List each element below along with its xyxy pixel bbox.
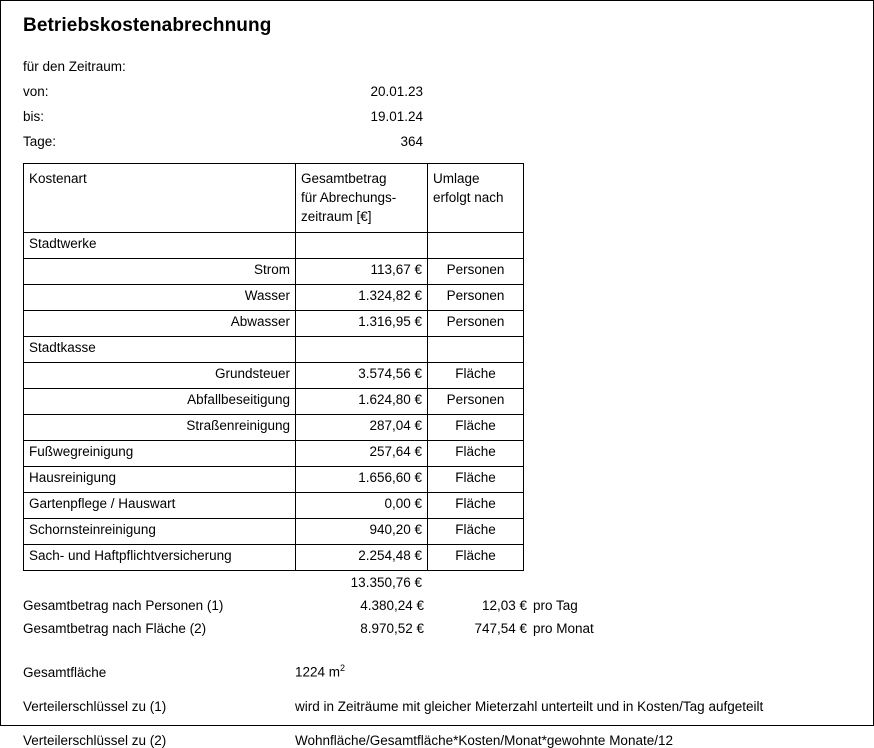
table-row [24,259,524,285]
period-row-tage [21,134,857,149]
row-basis: Personen [428,389,524,415]
row-basis: Fläche [428,545,524,571]
row-label: Strom [24,259,296,285]
distribution-key-1-text: wird in Zeiträume mit gleicher Mieterzahl unterteilt und in Kosten/Tag aufgeteilt [295,698,764,714]
table-row [24,337,524,363]
table-row [24,493,524,519]
row-label: Stadtkasse [24,337,296,363]
total-surface-row [21,663,857,680]
period-section [21,59,857,149]
cost-table-body [24,233,524,571]
distribution-key-2-text: Wohnfläche/Gesamtfläche*Kosten/Monat*gewohnte Monate/12 [295,732,673,748]
column-header-umlage-line1: Umlage [433,171,480,186]
total-persons-rate: 12,03 € [481,598,527,614]
distribution-key-1-label: Verteilerschlüssel zu (1) [23,698,167,714]
table-row [24,311,524,337]
total-area-row [21,621,857,636]
table-header-row [24,164,524,233]
column-header-gesamtbetrag-line3: zeitraum [€] [301,209,372,225]
grand-total-value: 13.350,76 € [350,575,422,591]
row-label: Straßenreinigung [24,415,296,441]
row-label: Stadtwerke [24,233,296,259]
table-row [24,441,524,467]
row-amount: 1.656,60 € [296,467,428,493]
row-amount: 1.624,80 € [296,389,428,415]
table-row [24,233,524,259]
row-basis: Fläche [428,441,524,467]
total-surface-label: Gesamtfläche [23,664,107,680]
row-amount: 3.574,56 € [296,363,428,389]
row-amount: 0,00 € [296,493,428,519]
table-row [24,467,524,493]
row-amount: 940,20 € [296,519,428,545]
row-basis: Personen [428,259,524,285]
grand-total-row [21,575,857,590]
table-row [24,415,524,441]
row-basis [428,337,524,363]
row-basis: Fläche [428,467,524,493]
page-title: Betriebskostenabrechnung [23,15,272,36]
total-persons-rate-unit: pro Tag [533,598,578,614]
total-area-rate: 747,54 € [474,621,527,637]
row-amount [296,337,428,363]
table-row [24,363,524,389]
distribution-key-2-label: Verteilerschlüssel zu (2) [23,732,167,748]
column-header-gesamtbetrag-line1: Gesamtbetrag [301,171,387,186]
cost-table-head [24,164,524,233]
row-label: Sach- und Haftpflichtversicherung [24,545,296,571]
period-label-tage: Tage: [23,134,57,149]
row-basis: Personen [428,285,524,311]
column-header-gesamtbetrag-line2: für Abrechungs- [301,190,397,206]
period-row-von [21,84,857,99]
document-body [21,11,857,748]
row-label: Gartenpflege / Hauswart [24,493,296,519]
row-amount [296,233,428,259]
row-amount: 287,04 € [296,415,428,441]
period-label-von: von: [23,84,49,99]
row-amount: 113,67 € [296,259,428,285]
table-row [24,285,524,311]
table-row [24,389,524,415]
row-basis: Fläche [428,363,524,389]
total-persons-label: Gesamtbetrag nach Personen (1) [23,598,224,614]
period-row-bis [21,109,857,124]
period-heading: für den Zeitraum: [23,59,126,74]
period-value-von: 20.01.23 [370,84,423,99]
row-amount: 2.254,48 € [296,545,428,571]
row-basis: Fläche [428,493,524,519]
total-surface-value-group [295,663,345,680]
row-label: Schornsteinreinigung [24,519,296,545]
row-label: Abfallbeseitigung [24,389,296,415]
row-basis: Fläche [428,415,524,441]
period-value-tage: 364 [400,134,423,149]
column-header-gesamtbetrag [296,164,428,233]
total-persons-value: 4.380,24 € [360,598,424,614]
cost-table [23,163,524,571]
table-row [24,519,524,545]
row-label: Abwasser [24,311,296,337]
row-amount: 1.316,95 € [296,311,428,337]
total-persons-row [21,598,857,613]
total-surface-value: 1224 m [295,664,341,680]
table-row [24,545,524,571]
period-value-bis: 19.01.24 [370,109,423,124]
row-amount: 1.324,82 € [296,285,428,311]
totals-section [21,575,857,636]
total-area-label: Gesamtbetrag nach Fläche (2) [23,621,207,637]
total-surface-exponent: 2 [340,663,346,674]
row-basis: Fläche [428,519,524,545]
row-basis: Personen [428,311,524,337]
column-header-kostenart: Kostenart [24,164,296,233]
distribution-key-1-row [21,699,857,714]
row-label: Fußwegreinigung [24,441,296,467]
row-amount: 257,64 € [296,441,428,467]
row-label: Grundsteuer [24,363,296,389]
column-header-umlage [428,164,524,233]
column-header-umlage-line2: erfolgt nach [433,190,504,206]
row-label: Wasser [24,285,296,311]
row-basis [428,233,524,259]
row-label: Hausreinigung [24,467,296,493]
distribution-key-2-row [21,733,857,748]
period-label-bis: bis: [23,109,45,124]
total-area-value: 8.970,52 € [360,621,424,637]
total-area-rate-unit: pro Monat [533,621,594,637]
